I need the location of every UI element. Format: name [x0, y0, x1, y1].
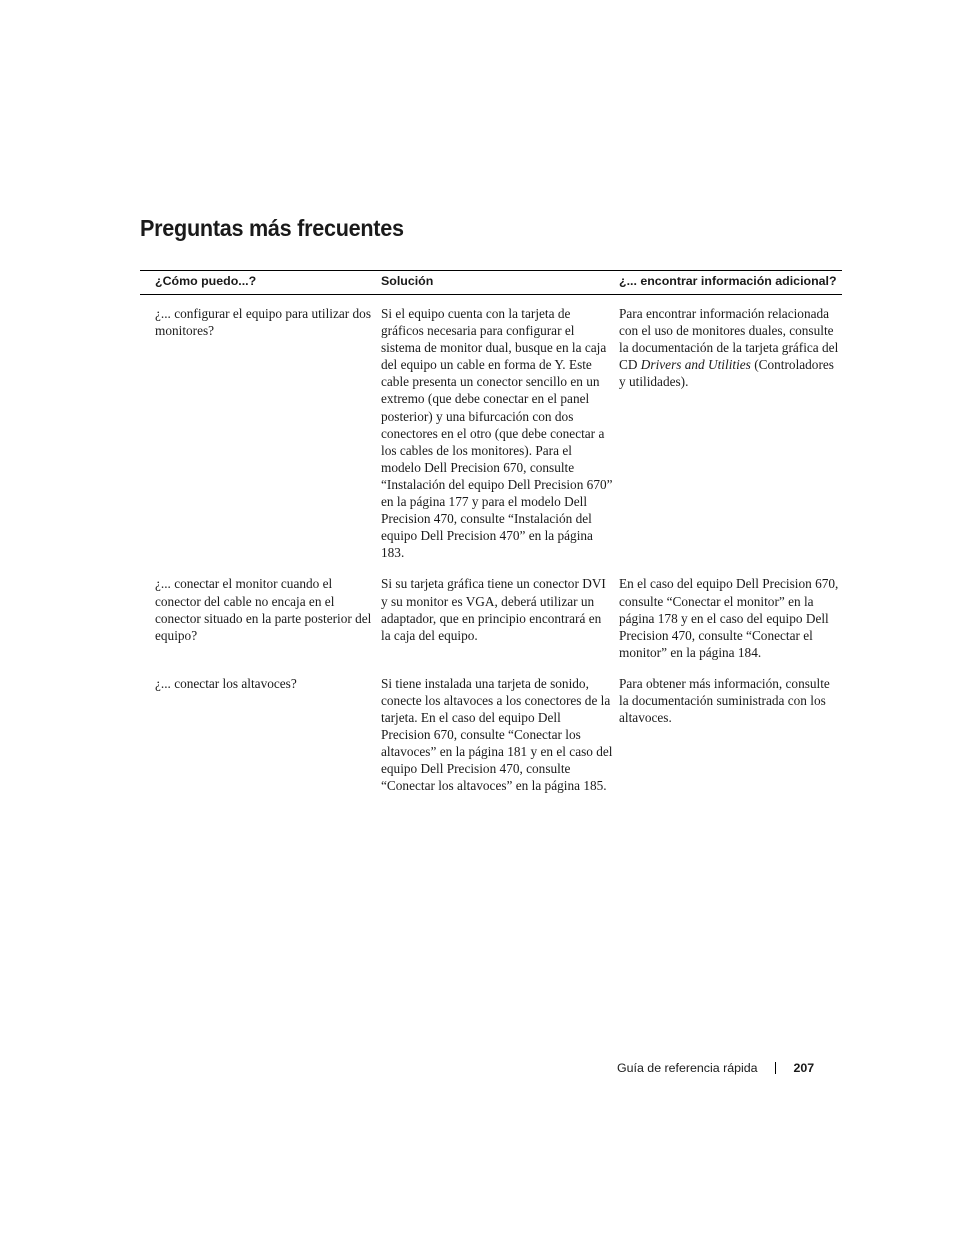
- question-cell: ¿... conectar el monitor cuando el conector del cable no encaja en el conector situado en la parte posterior del equipo?: [155, 576, 372, 643]
- cd-title: Drivers and Utilities: [640, 357, 751, 373]
- info-text-end: (Controladores y utilidades).: [619, 357, 834, 390]
- info-cell: En el caso del equipo Dell Precision 670, consulte “Conectar el monitor” en la página 178 y en el caso del equipo Dell Precision 470, consulte “Conectar el monitor” en la página 184.: [619, 576, 839, 660]
- table-row: [140, 567, 842, 666]
- question-cell: ¿... configurar el equipo para utilizar dos monitores?: [155, 306, 371, 339]
- solution-cell: Si el equipo cuenta con la tarjeta de gráficos necesaria para configurar el sistema de monitor dual, busque en la caja del equipo un cable en forma de Y. Este cable presenta un conector sencillo en un extremo (que debe conectar en el panel posterior) y una bifurcación con dos conectores en el otro (que debe conectar a los cables de los monitores). Para el modelo Dell Precision 670, consulte “Instalación del equipo Dell Precision 670” en la página 177 y para el modelo Dell Precision 470, consulte “Instalación del equipo Dell Precision 470” en la página 183.: [381, 306, 613, 561]
- header-info: ¿... encontrar información adicional?: [619, 271, 842, 295]
- solution-cell: Si su tarjeta gráfica tiene un conector DVI y su monitor es VGA, deberá utilizar un adaptador, que en principio encontrará en la caja del equipo.: [381, 576, 606, 643]
- solution-cell: Si tiene instalada una tarjeta de sonido, conecte los altavoces a los conectores de la tarjeta. En el caso del equipo Dell Precision 670, consulte “Conectar los altavoces” en la página 181 y en el caso del equipo Dell Precision 470, consulte “Conectar los altavoces” en la página 185.: [381, 675, 613, 794]
- header-question: ¿Cómo puedo...?: [140, 271, 381, 295]
- question-cell: ¿... conectar los altavoces?: [155, 675, 297, 691]
- info-cell: Para obtener más información, consulte la documentación suministrada con los altavoces.: [619, 675, 830, 726]
- info-text: Para encontrar información relacionada con el uso de monitores duales, consulte la documentación de la tarjeta gráfica del CD: [619, 306, 839, 373]
- header-solution: Solución: [381, 271, 619, 295]
- table-row: [140, 295, 842, 568]
- table-header-row: [140, 271, 842, 295]
- page-number: 207: [793, 1061, 815, 1075]
- footer-divider: [775, 1062, 776, 1074]
- faq-table: [140, 270, 842, 801]
- info-cell: [619, 295, 842, 568]
- footer-title: Guía de referencia rápida: [617, 1061, 758, 1075]
- page-footer: [617, 1061, 814, 1075]
- page-title: Preguntas más frecuentes: [140, 215, 404, 241]
- table-row: [140, 667, 842, 801]
